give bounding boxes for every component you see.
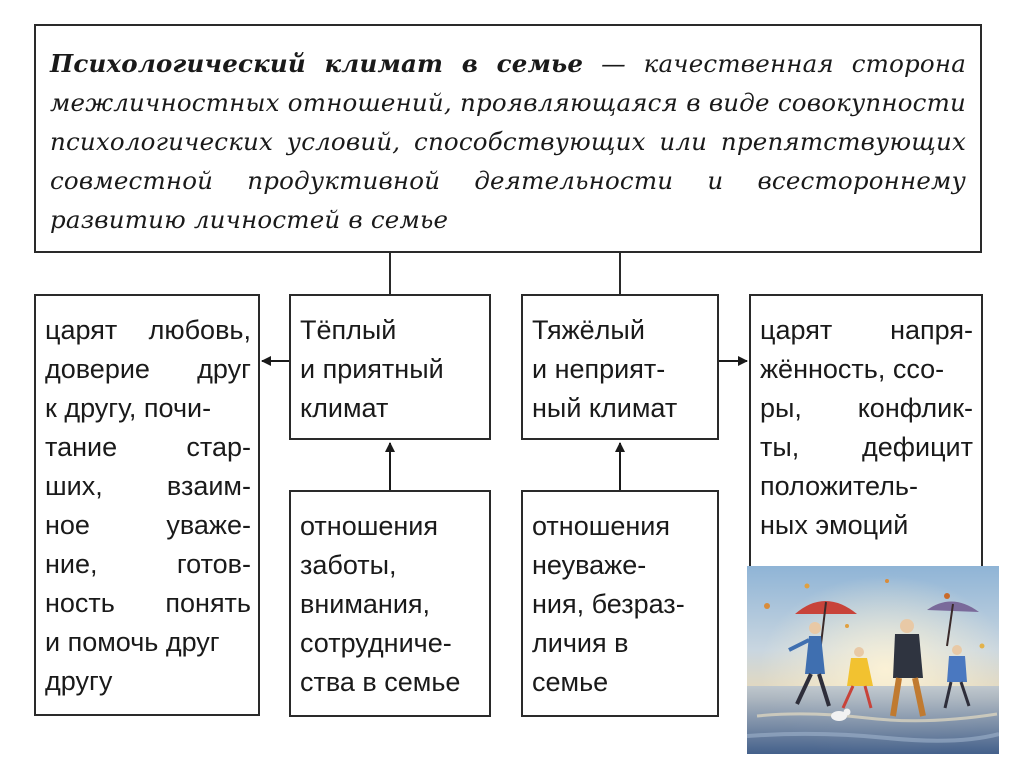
warm-relations-line: сотрудниче- xyxy=(300,628,452,658)
heavy-traits-line: жённость, ссо- xyxy=(760,354,945,384)
heavy-title-line: и неприят- xyxy=(532,354,666,384)
warm-traits-line: ное уваже- xyxy=(45,510,251,540)
heavy-relations-line: ния, безраз- xyxy=(532,589,685,619)
definition-text xyxy=(50,44,966,239)
heavy-traits-line: ры, конфлик- xyxy=(760,393,973,423)
heavy-traits-line: положитель- xyxy=(760,471,918,501)
warm-traits-line: тание стар- xyxy=(45,432,251,462)
warm-title-line: климат xyxy=(300,393,389,423)
heavy-traits-box xyxy=(749,294,983,568)
family-in-rain-painting xyxy=(747,566,999,754)
warm-title-line: Тёплый xyxy=(300,315,397,345)
warm-traits-line: доверие друг xyxy=(45,354,251,384)
warm-traits-line: ние, готов- xyxy=(45,549,251,579)
heavy-title-line: ный климат xyxy=(532,393,678,423)
heavy-relations-line: семье xyxy=(532,667,609,697)
warm-relations-line: ства в семье xyxy=(300,667,461,697)
heavy-relations-line: неуваже- xyxy=(532,550,647,580)
warm-traits-box xyxy=(34,294,260,716)
warm-relations-line: отношения xyxy=(300,511,439,541)
definition-box xyxy=(34,24,982,253)
warm-relations-box xyxy=(289,490,491,717)
warm-traits-line: царят любовь, xyxy=(45,315,251,345)
warm-traits-line: к другу, почи- xyxy=(45,393,212,423)
warm-relations-line: заботы, xyxy=(300,550,397,580)
heavy-title-line: Тяжёлый xyxy=(532,315,645,345)
warm-title-line: и приятный xyxy=(300,354,444,384)
painting-svg xyxy=(747,566,999,754)
warm-relations-line: внимания, xyxy=(300,589,431,619)
heavy-traits-line: царят напря- xyxy=(760,315,973,345)
heavy-relations-box xyxy=(521,490,719,717)
warm-climate-box xyxy=(289,294,491,440)
heavy-traits-line: ных эмоций xyxy=(760,510,909,540)
heavy-climate-box xyxy=(521,294,719,440)
heavy-relations-line: отношения xyxy=(532,511,671,541)
warm-traits-line: другу xyxy=(45,666,113,696)
heavy-relations-line: личия в xyxy=(532,628,629,658)
heavy-traits-line: ты, дефицит xyxy=(760,432,973,462)
warm-traits-line: ших, взаим- xyxy=(45,471,251,501)
definition-body: — качественная сторона межличностных отношений, проявляющаяся в виде совокупности психологических условий, способствующих или препятствующих совместной продуктивной деятельности и всестороннему развитию личностей в семье xyxy=(50,49,967,234)
warm-traits-line: и помочь друг xyxy=(45,627,220,657)
warm-traits-text xyxy=(45,311,251,701)
warm-traits-line: ность понять xyxy=(45,588,251,618)
definition-term: Психологический климат в семье xyxy=(50,49,584,78)
